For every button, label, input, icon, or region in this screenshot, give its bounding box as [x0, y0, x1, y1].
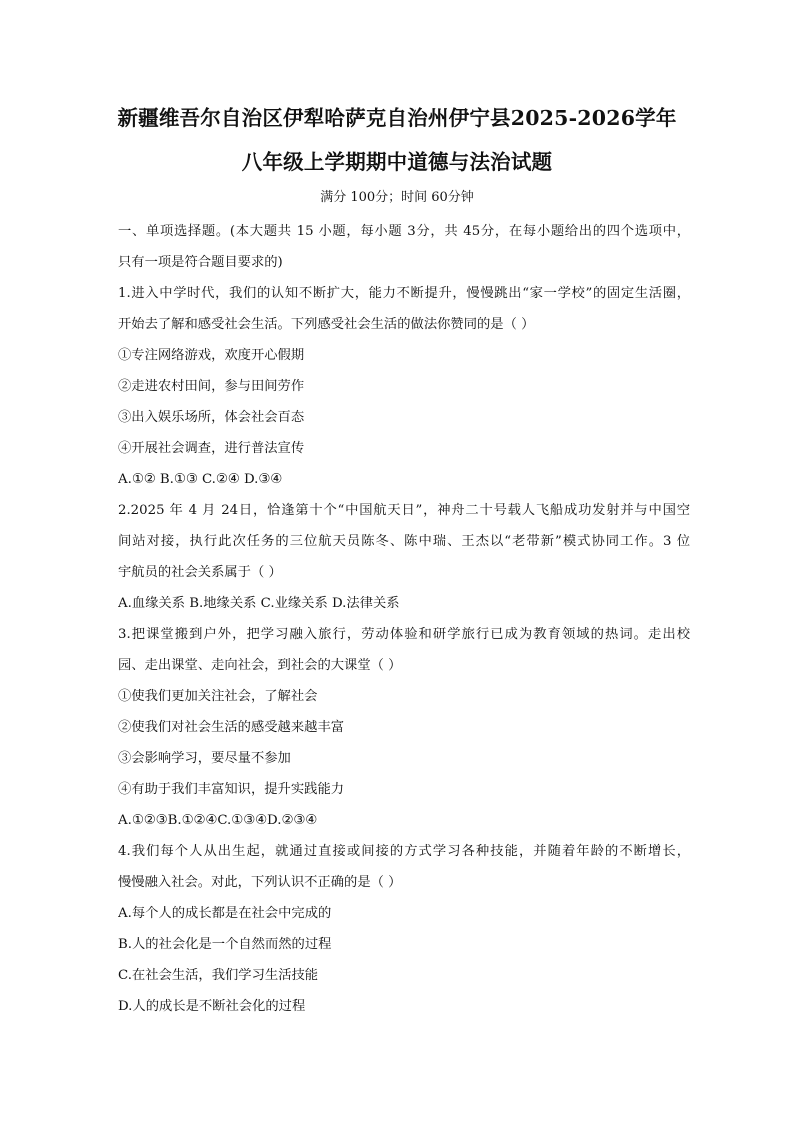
question-option: B.人的社会化是一个自然而然的过程 — [118, 937, 332, 952]
section-heading-line-2: 只有一项是符合题目要求的) — [118, 255, 283, 270]
question-options: A.①②③B.①②④C.①③④D.②③④ — [118, 813, 318, 828]
question-item: ④开展社会调查，进行普法宣传 — [118, 441, 305, 456]
section-heading-line-1: 一、单项选择题。(本大题共 15 小题，每小题 3分，共 45分，在每小题给出的四个选项中， — [118, 224, 690, 239]
exam-title-line-2: 八年级上学期期中道德与法治试题 — [241, 150, 553, 174]
question-item: ③出入娱乐场所，体会社会百态 — [118, 410, 305, 425]
question-stem-line: 慢慢融入社会。对此，下列认识不正确的是（ ） — [118, 875, 402, 890]
exam-subtitle: 满分 100分；时间 60分钟 — [320, 190, 474, 205]
question-options: A.①② B.①③ C.②④ D.③④ — [118, 472, 283, 487]
question-option: D.人的成长是不断社会化的过程 — [118, 999, 306, 1014]
question-3 — [118, 619, 690, 836]
question-1 — [118, 278, 690, 495]
exam-body — [118, 216, 690, 1022]
question-stem-line: 园、走出课堂、走向社会，到社会的大课堂（ ） — [118, 658, 402, 673]
question-item: ②走进农村田间，参与田间劳作 — [118, 379, 305, 394]
question-option: C.在社会生活，我们学习生活技能 — [118, 968, 319, 983]
question-stem-line: 开始去了解和感受社会生活。下列感受社会生活的做法你赞同的是（ ） — [118, 317, 535, 332]
question-option: A.每个人的成长都是在社会中完成的 — [118, 906, 332, 921]
question-stem-line: 间站对接，执行此次任务的三位航天员陈冬、陈中瑞、王杰以“老带新”模式协同工作。3 位 — [118, 534, 690, 549]
question-item: ②使我们对社会生活的感受越来越丰富 — [118, 720, 345, 735]
question-stem-line: 2.2025 年 4 月 24日，恰逢第十个“中国航天日”，神舟二十号载人飞船成功发射并与中国空 — [118, 503, 690, 518]
question-item: ①使我们更加关注社会，了解社会 — [118, 689, 318, 704]
exam-title-line-1: 新疆维吾尔自治区伊犁哈萨克自治州伊宁县2025-2026学年 — [117, 106, 677, 130]
question-item: ③会影响学习，要尽量不参加 — [118, 751, 291, 766]
question-4 — [118, 836, 690, 1022]
question-stem-line: 1.进入中学时代，我们的认知不断扩大，能力不断提升，慢慢跳出“家一学校”的固定生活圈， — [118, 286, 690, 301]
question-stem-line: 宇航员的社会关系属于（ ） — [118, 565, 282, 580]
question-2 — [118, 495, 690, 619]
question-item: ④有助于我们丰富知识，提升实践能力 — [118, 782, 345, 797]
question-item: ①专注网络游戏，欢度开心假期 — [118, 348, 305, 363]
question-options: A.血缘关系 B.地缘关系 C.业缘关系 D.法律关系 — [118, 596, 400, 611]
question-stem-line: 4.我们每个人从出生起，就通过直接或间接的方式学习各种技能，并随着年龄的不断增长， — [118, 844, 690, 859]
question-stem-line: 3.把课堂搬到户外，把学习融入旅行，劳动体验和研学旅行已成为教育领域的热词。走出校 — [118, 627, 690, 642]
